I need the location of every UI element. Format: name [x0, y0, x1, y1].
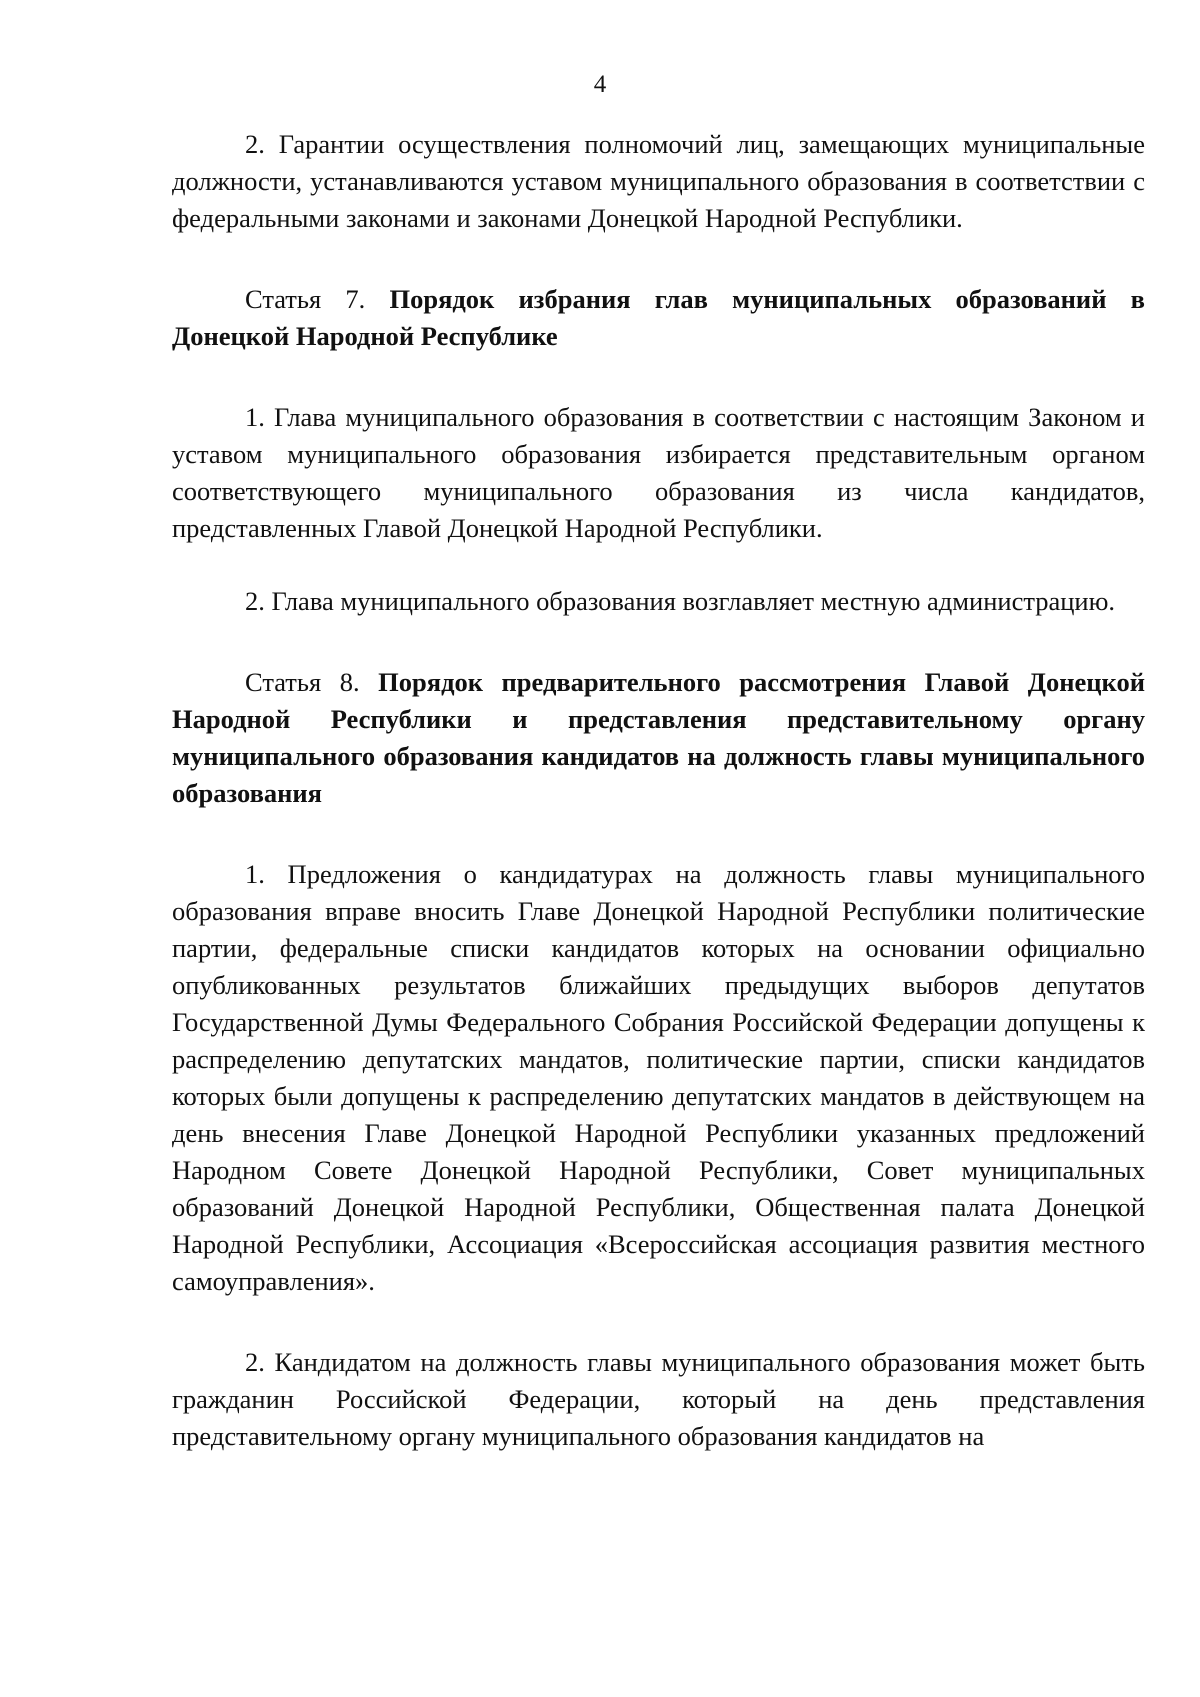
article-8-prefix: Статья 8. — [245, 667, 360, 697]
article-7-prefix: Статья 7. — [245, 284, 366, 314]
paragraph-article-7-item-1: 1. Глава муниципального образования в соответствии с настоящим Законом и уставом муниципального образования избирается представительным органом соответствующего муниципального образования из числа кандидатов, представленных Главой Донецкой Народной Республики. — [172, 402, 1145, 543]
article-7-heading — [172, 281, 1145, 355]
article-8-title: Порядок предварительного рассмотрения Главой Донецкой Народной Республики и представления представительному органу муниципального образования кандидатов на должность главы муниципального образования — [172, 667, 1145, 808]
paragraph-guarantees: 2. Гарантии осуществления полномочий лиц, замещающих муниципальные должности, устанавливаются уставом муниципального образования в соответствии с федеральными законами и законами Донецкой Народной Республики. — [172, 129, 1145, 233]
article-8-heading — [172, 664, 1145, 812]
article-7-title: Порядок избрания глав муниципальных образований в Донецкой Народной Республике — [172, 284, 1145, 351]
document-body — [172, 126, 1145, 1455]
page-number: 4 — [593, 71, 607, 98]
paragraph-article-8-item-2: 2. Кандидатом на должность главы муниципального образования может быть гражданин Российской Федерации, который на день представления представительному органу муниципального образования кандидатов на — [172, 1347, 1145, 1451]
paragraph-article-8-item-1: 1. Предложения о кандидатурах на должность главы муниципального образования вправе вносить Главе Донецкой Народной Республики политические партии, федеральные списки кандидатов которых на основании официально опубликованных результатов ближайших предыдущих выборов депутатов Государственной Думы Федерального Собрания Российской Федерации допущены к распределению депутатских мандатов, политические партии, списки кандидатов которых были допущены к распределению депутатских мандатов в действующем на день внесения Главе Донецкой Народной Республики указанных предложений Народном Совете Донецкой Народной Республики, Совет муниципальных образований Донецкой Народной Республики, Общественная палата Донецкой Народной Республики, Ассоциация «Всероссийская ассоциация развития местного самоуправления». — [172, 859, 1145, 1296]
paragraph-article-7-item-2: 2. Глава муниципального образования возглавляет местную администрацию. — [245, 586, 1116, 616]
